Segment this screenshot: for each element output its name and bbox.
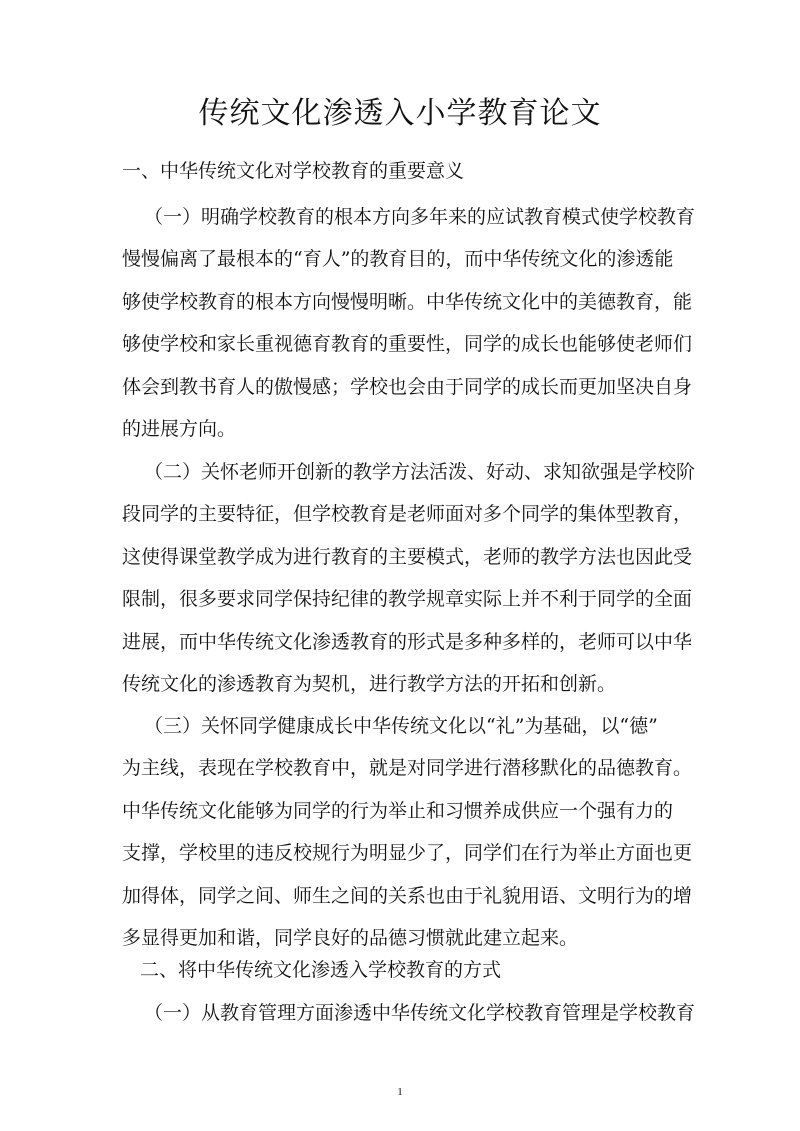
paragraph-line: 够使学校教育的根本方向慢慢明晰。中华传统文化中的美德教育，能: [122, 290, 693, 313]
paragraph-line: 的进展方向。: [122, 418, 237, 441]
paragraph-2: [122, 451, 696, 705]
paragraph-line: 进展，而中华传统文化渗透教育的形式是多种多样的，老师可以中华: [122, 630, 693, 653]
paragraph-line: 这使得课堂教学成为进行教育的主要模式，老师的教学方法也因此受: [122, 545, 693, 568]
document-title: 传统文化渗透入小学教育论文: [198, 96, 602, 131]
paragraph-4: [122, 992, 696, 1034]
paragraph-line: 传统文化的渗透教育为契机，进行教学方法的开拓和创新。: [122, 673, 617, 696]
section-heading-2: 二、将中华传统文化渗透入学校教育的方式: [140, 959, 502, 981]
paragraph-line: 慢慢偏离了最根本的“育人”的教育目的，而中华传统文化的渗透能: [122, 248, 674, 271]
paragraph-line: 多显得更加和谐，同学良好的品德习惯就此建立起来。: [122, 927, 579, 950]
paragraph-line: （一）从教育管理方面渗透中华传统文化学校教育管理是学校教育: [144, 1002, 696, 1024]
paragraph-line: （三）关怀同学健康成长中华传统文化以“礼”为基础，以“德”: [144, 715, 658, 737]
paragraph-line: 够使学校和家长重视德育教育的重要性，同学的成长也能够使老师们: [122, 333, 693, 356]
paragraph-line: 体会到教书育人的傲慢感；学校也会由于同学的成长而更加坚决自身: [122, 375, 693, 398]
section-heading-1: 一、中华传统文化对学校教育的重要意义: [122, 160, 465, 182]
paragraph-line: 中华传统文化能够为同学的行为举止和习惯养成供应一个强有力的: [122, 799, 674, 822]
paragraph-line: 段同学的主要特征，但学校教育是老师面对多个同学的集体型教育，: [122, 503, 693, 526]
paragraph-1: [122, 196, 696, 450]
paragraph-line: （一）明确学校教育的根本方向多年来的应试教育模式使学校教育: [144, 206, 696, 228]
paragraph-line: 限制，很多要求同学保持纪律的教学规章实际上并不利于同学的全面: [122, 588, 693, 611]
page-number: 1: [397, 1086, 403, 1098]
paragraph-line: （二）关怀老师开创新的教学方法活泼、好动、求知欲强是学校阶: [144, 461, 696, 483]
paragraph-3: [122, 705, 693, 959]
paragraph-line: 支撑，学校里的违反校规行为明显少了，同学们在行为举止方面也更: [122, 842, 693, 865]
paragraph-line: 加得体，同学之间、师生之间的关系也由于礼貌用语、文明行为的增: [122, 884, 693, 907]
paragraph-line: 为主线，表现在学校教育中，就是对同学进行潜移默化的品德教育。: [122, 757, 693, 780]
